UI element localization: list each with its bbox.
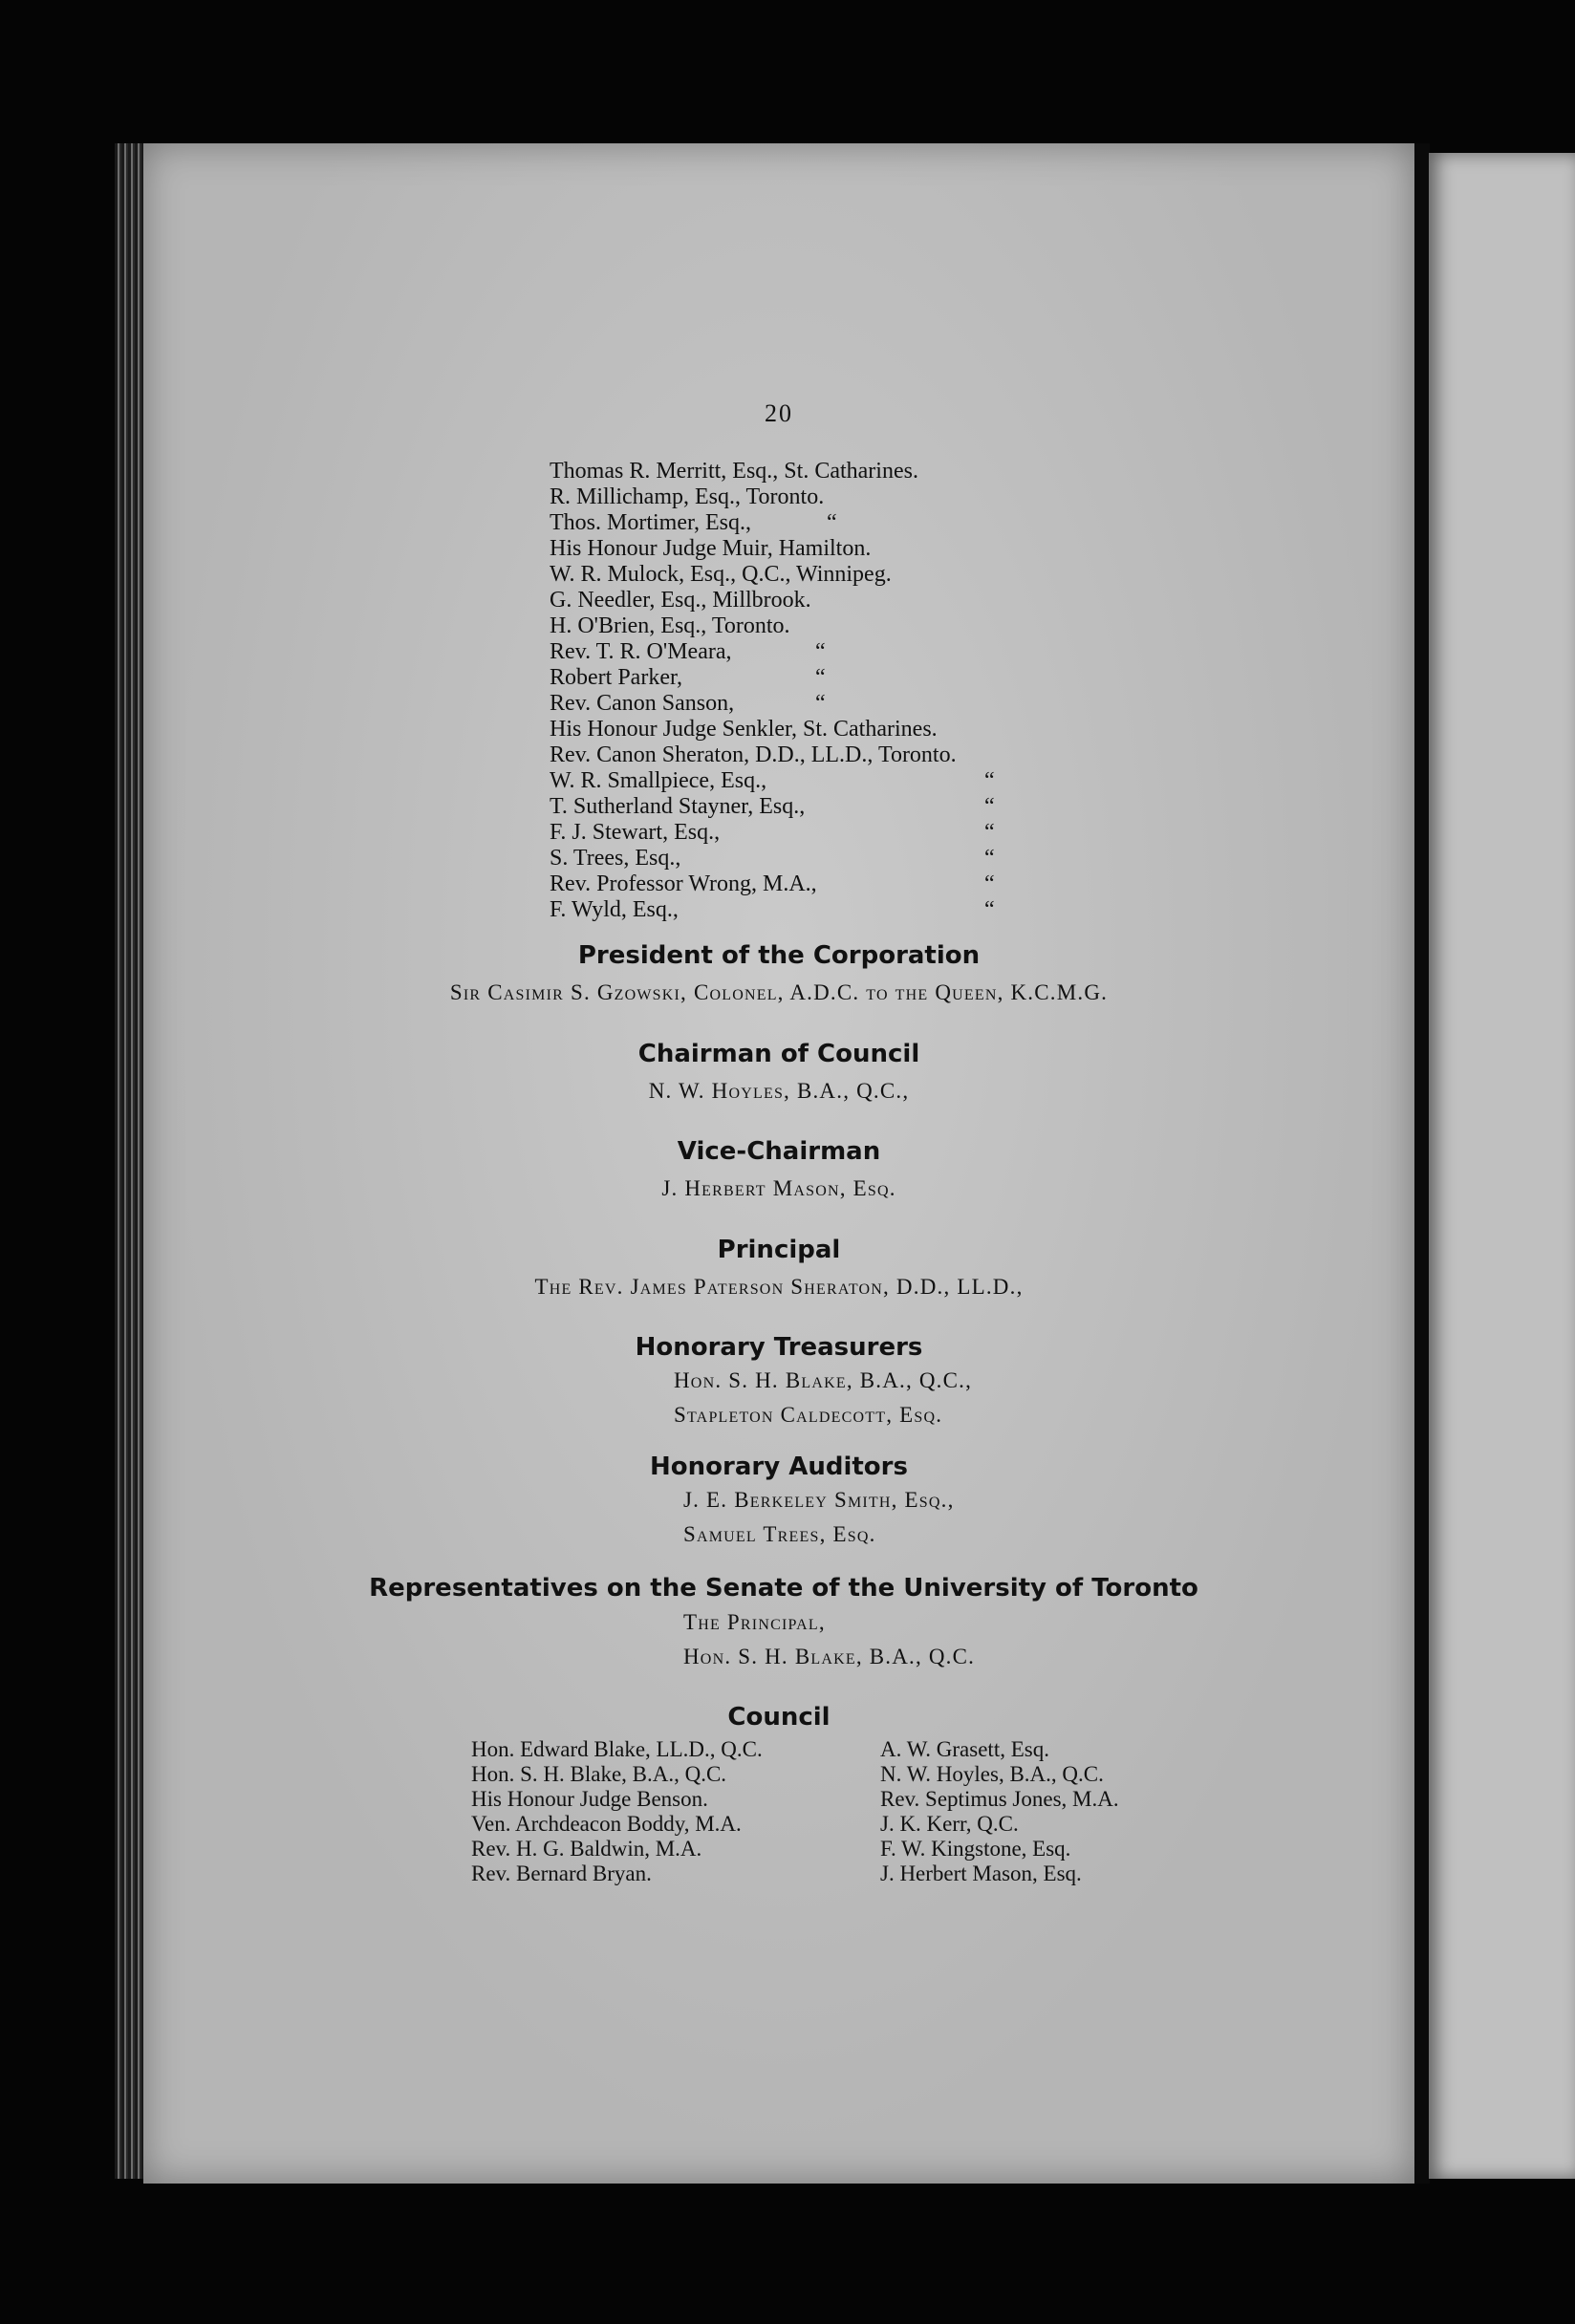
council-member: Rev. Septimus Jones, M.A. [880,1787,1119,1811]
chairman-name: N. W. Hoyles, B.A., Q.C., [648,1079,910,1103]
council-member: N. W. Hoyles, B.A., Q.C. [880,1762,1104,1786]
member-entry [550,742,1314,768]
member-name: F. Wyld, Esq., [550,897,679,922]
member-entry [550,897,1314,923]
member-name: T. Sutherland Stayner, Esq., [550,794,806,819]
auditor-name: J. E. Berkeley Smith, Esq., [683,1488,955,1512]
member-name: Thos. Mortimer, Esq., [550,510,752,535]
council-member: Ven. Archdeacon Boddy, M.A. [471,1812,742,1836]
auditors-heading: Honorary Auditors [650,1452,908,1481]
member-entry [550,459,1314,484]
member-entry [550,872,1314,897]
vice-chairman-heading: Vice-Chairman [677,1137,881,1166]
page-content [143,143,1414,2184]
ditto-mark: “ [815,639,826,664]
member-name: Thomas R. Merritt, Esq., St. Catharines. [550,459,918,484]
member-entry [550,820,1314,846]
page-edge-stack [115,143,145,2179]
facing-page [1429,153,1575,2179]
senate-rep-name: The Principal, [683,1610,826,1634]
member-name: Rev. Professor Wrong, M.A., [550,872,817,896]
council-member: Rev. H. G. Baldwin, M.A. [471,1837,702,1861]
member-name: F. J. Stewart, Esq., [550,820,721,845]
member-name: His Honour Judge Senkler, St. Catharines. [550,717,938,742]
member-entry [550,562,1314,588]
member-name: R. Millichamp, Esq., Toronto. [550,484,825,509]
council-member: J. K. Kerr, Q.C. [880,1812,1019,1836]
member-entry [550,510,1314,536]
council-member: A. W. Grasett, Esq. [880,1737,1049,1761]
treasurer-name: Hon. S. H. Blake, B.A., Q.C., [674,1368,973,1392]
ditto-mark: “ [984,768,995,793]
member-entry [550,768,1314,794]
member-entry [550,794,1314,820]
ditto-mark: “ [827,510,837,535]
council-member: His Honour Judge Benson. [471,1787,708,1811]
member-name: Rev. Canon Sanson, [550,691,735,716]
ditto-mark: “ [984,872,995,896]
president-name: Sir Casimir S. Gzowski, Colonel, A.D.C. to the Queen, K.C.M.G. [449,980,1109,1004]
ditto-mark: “ [984,820,995,845]
senate-reps-heading: Representatives on the Senate of the University of Toronto [369,1574,1198,1603]
ditto-mark: “ [984,897,995,922]
book-gutter [1414,143,1430,2184]
member-entry [550,717,1314,742]
auditor-name: Samuel Trees, Esq. [683,1522,876,1546]
member-entry [550,665,1314,691]
member-name: Rev. T. R. O'Meara, [550,639,732,664]
member-name: G. Needler, Esq., Millbrook. [550,588,811,613]
book-page [143,143,1414,2184]
member-name: W. R. Mulock, Esq., Q.C., Winnipeg. [550,562,892,587]
member-entry [550,484,1314,510]
council-right-column [880,1737,1119,1886]
member-name: W. R. Smallpiece, Esq., [550,768,767,793]
senate-rep-name: Hon. S. H. Blake, B.A., Q.C. [683,1645,976,1668]
member-name: His Honour Judge Muir, Hamilton. [550,536,872,561]
treasurers-list [674,1364,972,1432]
council-member: Hon. S. H. Blake, B.A., Q.C. [471,1762,727,1786]
member-entry [550,536,1314,562]
member-entry [550,691,1314,717]
member-entry [550,639,1314,665]
ditto-mark: “ [984,794,995,819]
principal-name: The Rev. James Paterson Sheraton, D.D., LL.D., [534,1275,1024,1299]
auditors-list [683,1483,955,1552]
council-member: Hon. Edward Blake, LL.D., Q.C. [471,1737,763,1761]
member-name: S. Trees, Esq., [550,846,681,871]
senate-reps-list [683,1605,975,1674]
page-number: 20 [765,399,793,427]
treasurers-heading: Honorary Treasurers [635,1333,923,1362]
council-heading: Council [727,1703,831,1732]
ditto-mark: “ [815,665,826,690]
ditto-mark: “ [984,846,995,871]
vice-chairman-name: J. Herbert Mason, Esq. [661,1176,896,1200]
member-entry [550,588,1314,613]
member-name: H. O'Brien, Esq., Toronto. [550,613,790,638]
principal-heading: Principal [717,1236,841,1264]
member-name: Robert Parker, [550,665,682,690]
council-member: Rev. Bernard Bryan. [471,1861,652,1885]
council-left-column [471,1737,763,1886]
council-member: F. W. Kingstone, Esq. [880,1837,1071,1861]
member-entry [550,613,1314,639]
president-heading: President of the Corporation [577,941,981,970]
treasurer-name: Stapleton Caldecott, Esq. [674,1403,943,1427]
ditto-mark: “ [815,691,826,716]
member-list [550,459,1314,923]
council-member: J. Herbert Mason, Esq. [880,1861,1082,1885]
chairman-heading: Chairman of Council [637,1040,920,1068]
member-entry [550,846,1314,872]
member-name: Rev. Canon Sheraton, D.D., LL.D., Toronto. [550,742,957,767]
